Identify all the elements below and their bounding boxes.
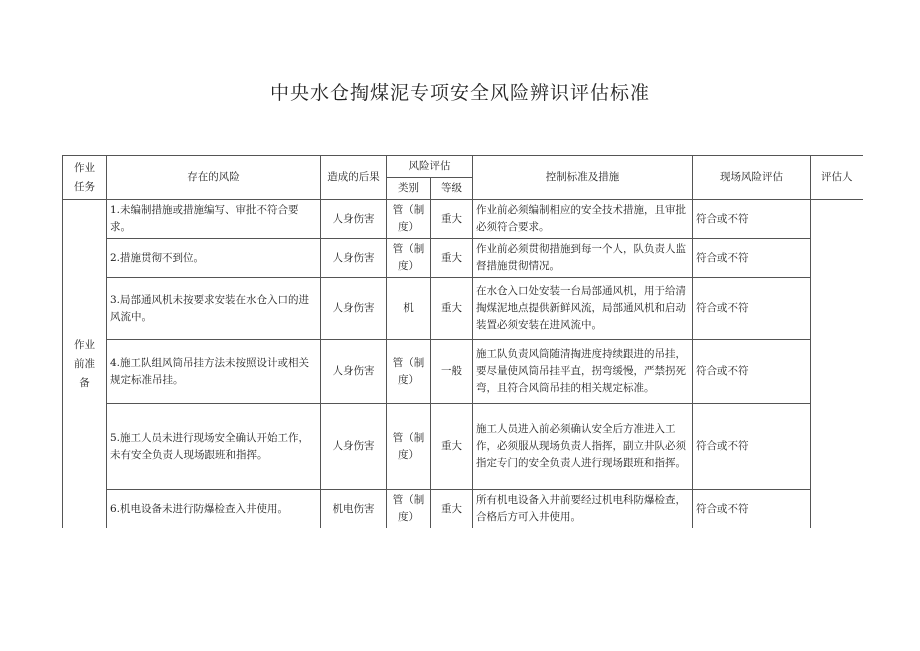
table-row <box>63 404 863 490</box>
site-eval-cell: 符合或不符 <box>693 340 811 404</box>
page-title: 中央水仓掏煤泥专项安全风险辨识评估标准 <box>269 82 650 104</box>
consequence-cell: 人身伤害 <box>321 404 387 490</box>
risk-cell: 2.措施贯彻不到位。 <box>107 239 321 278</box>
control-cell: 施工人员进入前必须确认安全后方准进入工作，必须服从现场负责人指挥，副立井队必须指定专门的安全负责人进行现场跟班和指挥。 <box>473 404 693 490</box>
control-cell: 在水仓入口处安装一台局部通风机，用于给清掏煤泥地点提供新鲜风流，局部通风机和启动装置必须安装在进风流中。 <box>473 278 693 340</box>
control-cell: 作业前必须贯彻措施到每一个人，队负责人监督措施贯彻情况。 <box>473 239 693 278</box>
table-row <box>63 239 863 278</box>
category-cell: 管（制度） <box>387 239 431 278</box>
level-cell: 重大 <box>431 404 473 490</box>
site-eval-cell: 符合或不符 <box>693 490 811 529</box>
risk-cell: 5.施工人员未进行现场安全确认开始工作，未有安全负责人现场跟班和指挥。 <box>107 404 321 490</box>
category-cell: 管（制度） <box>387 404 431 490</box>
header-task: 作业任务 <box>63 156 107 200</box>
header-risk-eval: 风险评估 <box>387 156 473 178</box>
level-cell: 一般 <box>431 340 473 404</box>
risk-cell: 1.未编制措施或措施编写、审批不符合要求。 <box>107 200 321 239</box>
risk-cell: 4.施工队组风筒吊挂方法未按照设计或相关规定标准吊挂。 <box>107 340 321 404</box>
header-assessor: 评估人 <box>811 156 863 200</box>
level-cell: 重大 <box>431 239 473 278</box>
risk-cell: 3.局部通风机未按要求安装在水仓入口的进风流中。 <box>107 278 321 340</box>
assessor-cell <box>811 200 863 529</box>
header-risk: 存在的风险 <box>107 156 321 200</box>
category-cell: 机 <box>387 278 431 340</box>
header-consequence: 造成的后果 <box>321 156 387 200</box>
consequence-cell: 人身伤害 <box>321 200 387 239</box>
header-level: 等级 <box>431 178 473 200</box>
risk-assessment-table <box>62 155 863 528</box>
level-cell: 重大 <box>431 490 473 529</box>
consequence-cell: 人身伤害 <box>321 239 387 278</box>
header-category: 类别 <box>387 178 431 200</box>
category-cell: 管（制度） <box>387 340 431 404</box>
table-row <box>63 200 863 239</box>
site-eval-cell: 符合或不符 <box>693 404 811 490</box>
risk-cell: 6.机电设备未进行防爆检查入井使用。 <box>107 490 321 529</box>
category-cell: 管（制度） <box>387 200 431 239</box>
consequence-cell: 机电伤害 <box>321 490 387 529</box>
table-row <box>63 340 863 404</box>
site-eval-cell: 符合或不符 <box>693 200 811 239</box>
category-cell: 管（制度） <box>387 490 431 529</box>
table-row <box>63 490 863 529</box>
level-cell: 重大 <box>431 278 473 340</box>
consequence-cell: 人身伤害 <box>321 278 387 340</box>
site-eval-cell: 符合或不符 <box>693 239 811 278</box>
level-cell: 重大 <box>431 200 473 239</box>
site-eval-cell: 符合或不符 <box>693 278 811 340</box>
header-control: 控制标准及措施 <box>473 156 693 200</box>
table-row <box>63 278 863 340</box>
header-site-eval: 现场风险评估 <box>693 156 811 200</box>
control-cell: 所有机电设备入井前要经过机电科防爆检查，合格后方可入井使用。 <box>473 490 693 529</box>
consequence-cell: 人身伤害 <box>321 340 387 404</box>
control-cell: 作业前必须编制相应的安全技术措施，且审批必须符合要求。 <box>473 200 693 239</box>
task-cell: 作业前准备 <box>63 200 107 529</box>
control-cell: 施工队负责风筒随清掏进度持续跟进的吊挂，要尽量使风筒吊挂平直，拐弯缓慢，严禁拐死弯，且符合风筒吊挂的相关规定标准。 <box>473 340 693 404</box>
